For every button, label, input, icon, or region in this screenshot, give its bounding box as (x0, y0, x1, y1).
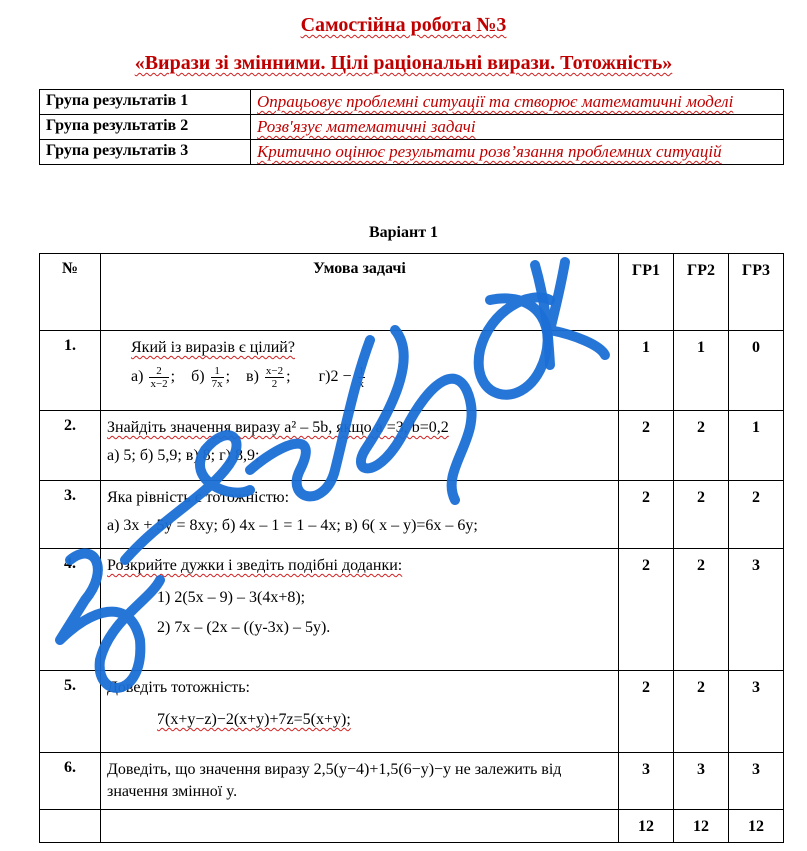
task-expression: 7(x+y−z)−2(x+y)+7z=5(x+y); (157, 711, 351, 728)
task-num: 1. (40, 331, 101, 411)
score-gr3: 0 (729, 331, 784, 411)
variant-heading: Варіант 1 (368, 224, 439, 241)
task-condition (101, 331, 619, 411)
totals-empty-cell (101, 810, 619, 843)
header-gr1: ГР1 (619, 254, 674, 331)
task-question: Розкрийте дужки і зведіть подібні доданки: (107, 557, 403, 574)
results-groups-table (39, 89, 784, 165)
score-gr1: 2 (619, 671, 674, 753)
score-gr1: 2 (619, 481, 674, 549)
task-condition (101, 411, 619, 481)
task-num: 3. (40, 481, 101, 549)
table-row (40, 671, 784, 753)
score-gr3: 3 (729, 753, 784, 810)
header-condition: Умова задачі (101, 254, 619, 331)
group-name: Група результатів 1 (40, 90, 251, 115)
score-gr3: 1 (729, 411, 784, 481)
group-name: Група результатів 2 (40, 115, 251, 140)
task-options: а) $\frac{2}{x-2}$ ; б) $\frac{1}{7x}$ ; в) $\frac{x-2}{2}$ ; г)2 − $\frac{1}{x}$ (131, 365, 365, 390)
total-gr1: 12 (619, 810, 674, 843)
header-gr2: ГР2 (674, 254, 729, 331)
fraction: $\frac{1}{7x}$ (211, 365, 223, 390)
table-header-row (40, 254, 784, 331)
table-row (40, 753, 784, 810)
table-row (40, 331, 784, 411)
fraction: $\frac{x-2}{2}$ (265, 365, 284, 390)
task-question: Знайдіть значення виразу a² – 5b, якщо a =3, b=0,2 (107, 419, 449, 436)
page-subtitle: «Вирази зі змінними. Цілі раціональні вирази. Тотожність» (134, 52, 673, 74)
score-gr2: 3 (674, 753, 729, 810)
score-gr1: 2 (619, 549, 674, 671)
task-num: 2. (40, 411, 101, 481)
totals-row (40, 810, 784, 843)
task-condition (101, 481, 619, 549)
task-question: Доведіть тотожність: (107, 679, 250, 696)
group-row (40, 115, 784, 140)
score-gr2: 2 (674, 671, 729, 753)
task-condition (101, 753, 619, 810)
task-item: 2) 7x – (2x – ((y-3x) – 5y). (157, 619, 331, 636)
page-title: Самостійна робота №3 (300, 14, 507, 36)
table-row (40, 549, 784, 671)
score-gr2: 2 (674, 411, 729, 481)
task-num: 4. (40, 549, 101, 671)
score-gr1: 1 (619, 331, 674, 411)
total-gr3: 12 (729, 810, 784, 843)
table-row (40, 481, 784, 549)
task-condition (101, 671, 619, 753)
score-gr2: 2 (674, 549, 729, 671)
tasks-table (39, 253, 784, 843)
group-description: Критично оцінює результати розв’язання проблемних ситуацій (251, 140, 784, 165)
task-question: Яка рівність є тотожністю: (107, 489, 290, 506)
score-gr3: 3 (729, 671, 784, 753)
task-num: 5. (40, 671, 101, 753)
header-gr3: ГР3 (729, 254, 784, 331)
group-row (40, 90, 784, 115)
score-gr2: 1 (674, 331, 729, 411)
task-num: 6. (40, 753, 101, 810)
task-condition (101, 549, 619, 671)
score-gr3: 3 (729, 549, 784, 671)
task-question: Доведіть, що значення виразу 2,5(y−4)+1,5(6−y)−y не залежить від значення змінної y. (107, 761, 562, 800)
score-gr2: 2 (674, 481, 729, 549)
fraction: $\frac{2}{x-2}$ (150, 365, 168, 390)
group-description: Опрацьовує проблемні ситуації та створює математичні моделі (251, 90, 784, 115)
task-options: а) 3x + 5y = 8xy; б) 4x – 1 = 1 – 4x; в) 6( x – y)=6x – 6y; (107, 517, 478, 534)
score-gr1: 3 (619, 753, 674, 810)
score-gr3: 2 (729, 481, 784, 549)
task-options: а) 5; б) 5,9; в) 8; г) 8,9; (107, 447, 260, 464)
fraction: $\frac{1}{x}$ (358, 365, 365, 390)
task-item: 1) 2(5x – 9) – 3(4x+8); (157, 589, 306, 606)
header-num: № (40, 254, 101, 331)
totals-empty-cell (40, 810, 101, 843)
table-row (40, 411, 784, 481)
group-description: Розв'язує математичні задачі (251, 115, 784, 140)
score-gr1: 2 (619, 411, 674, 481)
group-row (40, 140, 784, 165)
task-question: Який із виразів є цілий? (131, 339, 295, 356)
total-gr2: 12 (674, 810, 729, 843)
group-name: Група результатів 3 (40, 140, 251, 165)
